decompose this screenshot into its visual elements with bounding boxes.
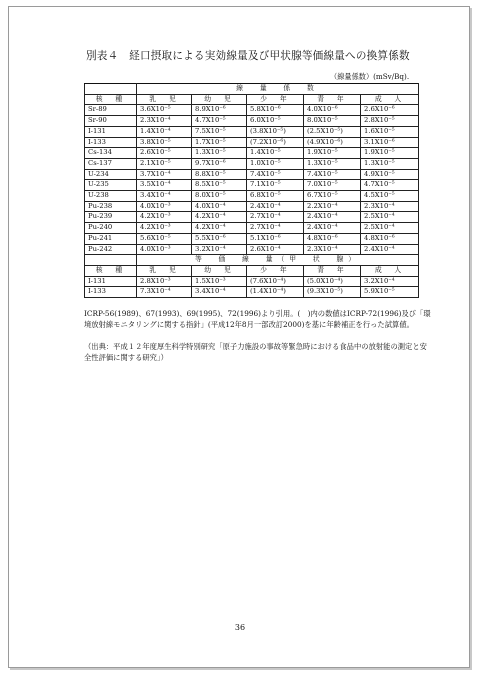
table-title: 別表４ 経口摂取による実効線量及び甲状腺等価線量への換算係数 <box>86 50 410 62</box>
value-cell: 1.6X10⁻⁵ <box>361 126 419 137</box>
value-cell: 3.5X10⁻⁴ <box>137 180 192 191</box>
table-row <box>85 244 419 255</box>
column-header: 核 種 <box>85 94 137 105</box>
nuclide-cell: U-235 <box>85 180 137 191</box>
table-row <box>85 233 419 244</box>
value-cell: 3.8X10⁻⁵ <box>137 137 192 148</box>
table-row <box>85 105 419 116</box>
column-header: 少 年 <box>247 94 304 105</box>
table-row <box>85 180 419 191</box>
value-cell: 2.4X10⁻⁴ <box>247 201 304 212</box>
value-cell: 1.4X10⁻⁴ <box>137 126 192 137</box>
source-note: （出典：平成１２年度厚生科学特別研究「原子力施設の事故等緊急時における食品中の放射能の測定と安全性評価に関する研究」） <box>84 342 427 362</box>
table-row <box>85 137 419 148</box>
value-cell: 9.7X10⁻⁶ <box>192 158 247 169</box>
nuclide-cell: Pu-242 <box>85 244 137 255</box>
value-cell: 2.3X10⁻⁴ <box>137 116 192 127</box>
value-cell: 2.4X10⁻⁴ <box>304 212 361 223</box>
dose-coefficient-table <box>84 83 419 298</box>
thyroid-dose-heading: 等 価 線 量（甲 状 腺） <box>137 255 419 266</box>
column-header: 青 年 <box>304 265 361 276</box>
value-cell: 1.9X10⁻⁵ <box>304 148 361 159</box>
thyroid-dose-heading-row <box>85 255 419 266</box>
nuclide-cell: I-131 <box>85 126 137 137</box>
value-cell: 1.3X10⁻⁵ <box>192 148 247 159</box>
table-row <box>85 191 419 202</box>
value-cell: 8.5X10⁻⁵ <box>192 180 247 191</box>
value-cell: 7.0X10⁻⁵ <box>304 180 361 191</box>
nuclide-cell: Cs-134 <box>85 148 137 159</box>
value-cell: 2.1X10⁻⁵ <box>137 158 192 169</box>
column-header: 核 種 <box>85 265 137 276</box>
table-row <box>85 148 419 159</box>
column-header: 幼 児 <box>192 94 247 105</box>
value-cell: 4.0X10⁻³ <box>137 201 192 212</box>
column-header: 乳 児 <box>137 94 192 105</box>
heading-blank-cell <box>85 255 137 266</box>
value-cell: 7.5X10⁻⁵ <box>192 126 247 137</box>
value-cell: 1.9X10⁻⁵ <box>361 148 419 159</box>
value-cell: 7.4X10⁻⁵ <box>304 169 361 180</box>
value-cell: 2.7X10⁻⁴ <box>247 212 304 223</box>
column-header: 成 人 <box>361 94 419 105</box>
value-cell: 3.2X10⁻⁴ <box>361 276 419 287</box>
value-cell: 8.9X10⁻⁶ <box>192 105 247 116</box>
value-cell: 4.8X10⁻⁶ <box>361 233 419 244</box>
value-cell: (4.9X10⁻⁶) <box>304 137 361 148</box>
table-row <box>85 169 419 180</box>
value-cell: 1.7X10⁻⁵ <box>192 137 247 148</box>
value-cell: 5.5X10⁻⁶ <box>192 233 247 244</box>
value-cell: (5.0X10⁻⁴) <box>304 276 361 287</box>
value-cell: 5.1X10⁻⁶ <box>247 233 304 244</box>
value-cell: 6.8X10⁻⁵ <box>247 191 304 202</box>
value-cell: 2.5X10⁻⁴ <box>361 223 419 234</box>
value-cell: 4.2X10⁻³ <box>137 223 192 234</box>
value-cell: 4.0X10⁻³ <box>137 244 192 255</box>
value-cell: 1.5X10⁻³ <box>192 276 247 287</box>
nuclide-cell: Pu-241 <box>85 233 137 244</box>
value-cell: (3.8X10⁻⁵) <box>247 126 304 137</box>
value-cell: 2.8X10⁻³ <box>137 276 192 287</box>
value-cell: 2.6X10⁻⁴ <box>247 244 304 255</box>
table-row <box>85 223 419 234</box>
value-cell: (7.6X10⁻⁴) <box>247 276 304 287</box>
value-cell: 2.3X10⁻⁴ <box>304 244 361 255</box>
citation-note: ICRP-56(1989)、67(1993)、69(1995)、72(1996)より引用。( )内の数値はICRP-72(1996)及び「環境放射線モニタリングに関する指針」(平成12年8月一部改訂2000)を基に年齢補正を行った試算値。 <box>84 309 431 329</box>
value-cell: 2.4X10⁻⁴ <box>361 244 419 255</box>
nuclide-cell: Pu-238 <box>85 201 137 212</box>
value-cell: 3.4X10⁻⁴ <box>137 191 192 202</box>
nuclide-cell: Cs-137 <box>85 158 137 169</box>
column-header: 青 年 <box>304 94 361 105</box>
value-cell: 3.2X10⁻⁴ <box>192 244 247 255</box>
notes-section <box>84 309 434 363</box>
page-number: 36 <box>234 623 246 632</box>
table-row <box>85 201 419 212</box>
table-row <box>85 287 419 298</box>
value-cell: 5.6X10⁻⁵ <box>137 233 192 244</box>
table-row <box>85 276 419 287</box>
table-row <box>85 126 419 137</box>
value-cell: 1.3X10⁻⁵ <box>304 158 361 169</box>
nuclide-cell: I-133 <box>85 137 137 148</box>
value-cell: 3.1X10⁻⁶ <box>361 137 419 148</box>
table-row <box>85 158 419 169</box>
nuclide-cell: Sr-90 <box>85 116 137 127</box>
column-header: 少 年 <box>247 265 304 276</box>
value-cell: (9.3X10⁻⁵) <box>304 287 361 298</box>
value-cell: 4.7X10⁻⁵ <box>361 180 419 191</box>
value-cell: 2.6X10⁻⁶ <box>361 105 419 116</box>
value-cell: 4.2X10⁻⁴ <box>192 223 247 234</box>
nuclide-cell: U-238 <box>85 191 137 202</box>
value-cell: 2.5X10⁻⁴ <box>361 212 419 223</box>
column-header-row <box>85 94 419 105</box>
table-row <box>85 116 419 127</box>
value-cell: 5.8X10⁻⁶ <box>247 105 304 116</box>
value-cell: 6.7X10⁻⁵ <box>304 191 361 202</box>
table-row <box>85 212 419 223</box>
nuclide-cell: I-133 <box>85 287 137 298</box>
value-cell: 8.0X10⁻⁵ <box>304 116 361 127</box>
nuclide-cell: Pu-239 <box>85 212 137 223</box>
nuclide-cell: U-234 <box>85 169 137 180</box>
nuclide-cell: Pu-240 <box>85 223 137 234</box>
nuclide-cell: Sr-89 <box>85 105 137 116</box>
value-cell: 6.0X10⁻⁵ <box>247 116 304 127</box>
value-cell: 1.0X10⁻⁵ <box>247 158 304 169</box>
column-header: 幼 児 <box>192 265 247 276</box>
heading-blank-cell <box>85 84 137 95</box>
effective-dose-heading-row <box>85 84 419 95</box>
column-header: 乳 児 <box>137 265 192 276</box>
value-cell: 4.5X10⁻⁵ <box>361 191 419 202</box>
value-cell: (7.2X10⁻⁶) <box>247 137 304 148</box>
thyroid-column-header-row <box>85 265 419 276</box>
value-cell: 4.0X10⁻⁴ <box>192 201 247 212</box>
value-cell: 1.4X10⁻⁵ <box>247 148 304 159</box>
value-cell: (2.5X10⁻⁵) <box>304 126 361 137</box>
value-cell: 8.0X10⁻⁵ <box>192 191 247 202</box>
value-cell: 4.0X10⁻⁶ <box>304 105 361 116</box>
column-header: 成 人 <box>361 265 419 276</box>
effective-dose-heading: 線 量 係 数 <box>137 84 419 95</box>
value-cell: 3.6X10⁻⁵ <box>137 105 192 116</box>
value-cell: 7.1X10⁻⁵ <box>247 180 304 191</box>
units-label: （線量係数）(mSv/Bq). <box>330 72 410 81</box>
nuclide-cell: I-131 <box>85 276 137 287</box>
value-cell: 2.7X10⁻⁴ <box>247 223 304 234</box>
value-cell: 4.7X10⁻⁵ <box>192 116 247 127</box>
value-cell: 2.4X10⁻⁴ <box>304 223 361 234</box>
value-cell: 1.3X10⁻⁵ <box>361 158 419 169</box>
value-cell: 2.2X10⁻⁴ <box>304 201 361 212</box>
value-cell: 4.2X10⁻³ <box>137 212 192 223</box>
value-cell: 5.9X10⁻⁵ <box>361 287 419 298</box>
value-cell: 3.7X10⁻⁴ <box>137 169 192 180</box>
value-cell: 2.8X10⁻⁵ <box>361 116 419 127</box>
value-cell: 2.3X10⁻⁴ <box>361 201 419 212</box>
value-cell: 7.4X10⁻⁵ <box>247 169 304 180</box>
value-cell: 8.8X10⁻⁵ <box>192 169 247 180</box>
value-cell: 4.8X10⁻⁶ <box>304 233 361 244</box>
value-cell: 3.4X10⁻⁴ <box>192 287 247 298</box>
value-cell: 4.2X10⁻⁴ <box>192 212 247 223</box>
value-cell: 4.9X10⁻⁵ <box>361 169 419 180</box>
value-cell: 2.6X10⁻⁵ <box>137 148 192 159</box>
value-cell: (1.4X10⁻⁴) <box>247 287 304 298</box>
value-cell: 7.3X10⁻⁴ <box>137 287 192 298</box>
